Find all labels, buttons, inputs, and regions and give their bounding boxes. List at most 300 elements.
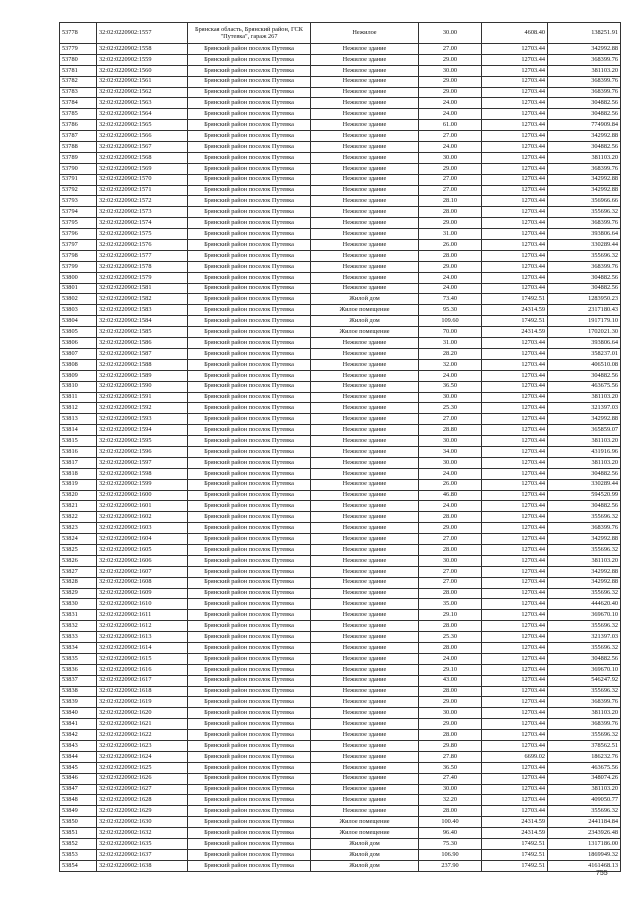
cadastral-value-cell: 304882.56 [548,142,621,153]
cadastral-number-cell: 32:02:0220902:1585 [97,327,188,338]
table-row [60,642,621,653]
area-cell: 29.00 [419,523,482,534]
object-type-cell: Нежилое здание [311,283,419,294]
area-cell: 100.40 [419,817,482,828]
table-row [60,566,621,577]
address-cell: Брянский район поселок Путевка [188,250,311,261]
cadastral-number-cell: 32:02:0220902:1587 [97,348,188,359]
area-cell: 29.00 [419,76,482,87]
table-row [60,218,621,229]
cadastral-value-cell: 355696.32 [548,686,621,697]
cadastral-number-cell: 32:02:0220902:1597 [97,457,188,468]
specific-value-cell: 12703.44 [482,359,548,370]
specific-value-cell: 12703.44 [482,283,548,294]
object-type-cell: Нежилое здание [311,65,419,76]
record-number-cell: 53791 [60,174,97,185]
object-type-cell: Нежилое здание [311,218,419,229]
area-cell: 29.00 [419,218,482,229]
record-number-cell: 53788 [60,142,97,153]
record-number-cell: 53832 [60,621,97,632]
cadastral-value-cell: 1283950.23 [548,294,621,305]
page-number: 755 [596,870,608,877]
table-row [60,457,621,468]
table-row [60,664,621,675]
record-number-cell: 53799 [60,261,97,272]
specific-value-cell: 12703.44 [482,436,548,447]
specific-value-cell: 12703.44 [482,523,548,534]
area-cell: 29.00 [419,261,482,272]
address-cell: Брянский район поселок Путевка [188,338,311,349]
cadastral-number-cell: 32:02:0220902:1608 [97,577,188,588]
address-cell: Брянский район поселок Путевка [188,76,311,87]
cadastral-value-cell: 368399.76 [548,719,621,730]
cadastral-value-cell: 381103.20 [548,555,621,566]
specific-value-cell: 12703.44 [482,490,548,501]
address-cell: Брянский район поселок Путевка [188,425,311,436]
specific-value-cell: 12703.44 [482,653,548,664]
object-type-cell: Нежилое здание [311,131,419,142]
specific-value-cell: 12703.44 [482,512,548,523]
record-number-cell: 53836 [60,664,97,675]
area-cell: 28.10 [419,196,482,207]
table-row [60,479,621,490]
object-type-cell: Нежилое здание [311,392,419,403]
object-type-cell: Нежилое здание [311,229,419,240]
table-row [60,795,621,806]
cadastral-number-cell: 32:02:0220902:1615 [97,653,188,664]
object-type-cell: Нежилое здание [311,632,419,643]
record-number-cell: 53792 [60,185,97,196]
address-cell: Брянский район поселок Путевка [188,512,311,523]
table-row [60,305,621,316]
specific-value-cell: 12703.44 [482,185,548,196]
specific-value-cell: 12703.44 [482,392,548,403]
cadastral-value-cell: 381103.20 [548,708,621,719]
address-cell: Брянский район поселок Путевка [188,403,311,414]
object-type-cell: Нежилое здание [311,675,419,686]
address-cell: Брянский район поселок Путевка [188,621,311,632]
object-type-cell: Нежилое здание [311,425,419,436]
cadastral-value-cell: 355696.32 [548,207,621,218]
object-type-cell: Нежилое здание [311,163,419,174]
object-type-cell: Нежилое здание [311,479,419,490]
cadastral-number-cell: 32:02:0220902:1626 [97,773,188,784]
area-cell: 24.00 [419,468,482,479]
specific-value-cell: 24314.59 [482,327,548,338]
cadastral-number-cell: 32:02:0220902:1563 [97,98,188,109]
record-number-cell: 53805 [60,327,97,338]
cadastral-value-cell: 368399.76 [548,76,621,87]
area-cell: 31.00 [419,338,482,349]
specific-value-cell: 17492.51 [482,849,548,860]
cadastral-number-cell: 32:02:0220902:1562 [97,87,188,98]
cadastral-value-cell: 368399.76 [548,54,621,65]
record-number-cell: 53818 [60,468,97,479]
area-cell: 30.00 [419,65,482,76]
cadastral-value-table [59,22,621,872]
cadastral-number-cell: 32:02:0220902:1565 [97,120,188,131]
address-cell: Брянский район поселок Путевка [188,839,311,850]
cadastral-value-cell: 355696.32 [548,730,621,741]
address-cell: Брянский район поселок Путевка [188,207,311,218]
table-row [60,839,621,850]
address-cell: Брянский район поселок Путевка [188,229,311,240]
specific-value-cell: 17492.51 [482,294,548,305]
address-cell: Брянский район поселок Путевка [188,577,311,588]
table-row [60,23,621,44]
record-number-cell: 53837 [60,675,97,686]
cadastral-number-cell: 32:02:0220902:1583 [97,305,188,316]
area-cell: 29.00 [419,54,482,65]
specific-value-cell: 12703.44 [482,207,548,218]
address-cell: Брянский район поселок Путевка [188,87,311,98]
cadastral-value-cell: 186232.76 [548,751,621,762]
object-type-cell: Нежилое здание [311,512,419,523]
area-cell: 106.90 [419,849,482,860]
address-cell: Брянский район поселок Путевка [188,719,311,730]
object-type-cell: Нежилое здание [311,272,419,283]
object-type-cell: Нежилое здание [311,490,419,501]
address-cell: Брянский район поселок Путевка [188,849,311,860]
record-number-cell: 53790 [60,163,97,174]
area-cell: 30.00 [419,436,482,447]
object-type-cell: Нежилое здание [311,708,419,719]
cadastral-value-cell: 381103.20 [548,784,621,795]
specific-value-cell: 12703.44 [482,98,548,109]
record-number-cell: 53802 [60,294,97,305]
cadastral-value-cell: 330289.44 [548,479,621,490]
area-cell: 30.00 [419,23,482,44]
object-type-cell: Нежилое здание [311,446,419,457]
record-number-cell: 53810 [60,381,97,392]
specific-value-cell: 12703.44 [482,544,548,555]
cadastral-value-cell: 321397.03 [548,403,621,414]
cadastral-number-cell: 32:02:0220902:1560 [97,65,188,76]
address-cell: Брянский район поселок Путевка [188,828,311,839]
record-number-cell: 53821 [60,501,97,512]
record-number-cell: 53830 [60,599,97,610]
address-cell: Брянский район поселок Путевка [188,501,311,512]
table-row [60,544,621,555]
table-row [60,414,621,425]
cadastral-number-cell: 32:02:0220902:1577 [97,250,188,261]
record-number-cell: 53780 [60,54,97,65]
table-row [60,250,621,261]
area-cell: 24.00 [419,272,482,283]
object-type-cell: Жилое помещение [311,817,419,828]
specific-value-cell: 12703.44 [482,370,548,381]
cadastral-value-cell: 355696.32 [548,544,621,555]
cadastral-value-cell: 369670.10 [548,664,621,675]
object-type-cell: Нежилое здание [311,109,419,120]
record-number-cell: 53835 [60,653,97,664]
table-row [60,120,621,131]
cadastral-number-cell: 32:02:0220902:1623 [97,741,188,752]
record-number-cell: 53814 [60,425,97,436]
table-row [60,338,621,349]
cadastral-value-cell: 355696.32 [548,806,621,817]
table-row [60,686,621,697]
area-cell: 36.50 [419,381,482,392]
table-row [60,359,621,370]
object-type-cell: Нежилое здание [311,381,419,392]
record-number-cell: 53822 [60,512,97,523]
cadastral-number-cell: 32:02:0220902:1561 [97,76,188,87]
cadastral-number-cell: 32:02:0220902:1589 [97,370,188,381]
specific-value-cell: 12703.44 [482,261,548,272]
table-row [60,849,621,860]
object-type-cell: Нежилое здание [311,240,419,251]
record-number-cell: 53813 [60,414,97,425]
table-row [60,207,621,218]
specific-value-cell: 12703.44 [482,773,548,784]
cadastral-number-cell: 32:02:0220902:1568 [97,152,188,163]
area-cell: 24.00 [419,142,482,153]
cadastral-number-cell: 32:02:0220902:1575 [97,229,188,240]
cadastral-value-cell: 1317186.00 [548,839,621,850]
table-row [60,751,621,762]
cadastral-value-cell: 463675.56 [548,381,621,392]
address-cell: Брянский район поселок Путевка [188,675,311,686]
specific-value-cell: 24314.59 [482,305,548,316]
object-type-cell: Нежилое здание [311,534,419,545]
object-type-cell: Жилое помещение [311,327,419,338]
object-type-cell: Нежилое здание [311,436,419,447]
record-number-cell: 53839 [60,697,97,708]
cadastral-number-cell: 32:02:0220902:1609 [97,588,188,599]
record-number-cell: 53848 [60,795,97,806]
object-type-cell: Жилой дом [311,294,419,305]
specific-value-cell: 12703.44 [482,131,548,142]
record-number-cell: 53801 [60,283,97,294]
cadastral-number-cell: 32:02:0220902:1607 [97,566,188,577]
cadastral-number-cell: 32:02:0220902:1632 [97,828,188,839]
table-row [60,762,621,773]
area-cell: 28.00 [419,686,482,697]
specific-value-cell: 12703.44 [482,414,548,425]
specific-value-cell: 12703.44 [482,457,548,468]
address-cell: Брянский район поселок Путевка [188,817,311,828]
cadastral-number-cell: 32:02:0220902:1612 [97,621,188,632]
address-cell: Брянский район поселок Путевка [188,152,311,163]
address-cell: Брянский район поселок Путевка [188,196,311,207]
address-cell: Брянский район поселок Путевка [188,142,311,153]
area-cell: 28.00 [419,588,482,599]
cadastral-number-cell: 32:02:0220902:1586 [97,338,188,349]
specific-value-cell: 12703.44 [482,229,548,240]
address-cell: Брянский район поселок Путевка [188,653,311,664]
record-number-cell: 53844 [60,751,97,762]
specific-value-cell: 17492.51 [482,839,548,850]
record-number-cell: 53834 [60,642,97,653]
cadastral-number-cell: 32:02:0220902:1558 [97,44,188,55]
cadastral-number-cell: 32:02:0220902:1624 [97,751,188,762]
record-number-cell: 53811 [60,392,97,403]
object-type-cell: Нежилое здание [311,348,419,359]
cadastral-value-cell: 444620.40 [548,599,621,610]
object-type-cell: Нежилое здание [311,98,419,109]
address-cell: Брянский район поселок Путевка [188,751,311,762]
cadastral-number-cell: 32:02:0220902:1627 [97,784,188,795]
area-cell: 29.00 [419,697,482,708]
object-type-cell: Нежилое здание [311,54,419,65]
table-row [60,381,621,392]
address-cell: Брянский район поселок Путевка [188,218,311,229]
table-row [60,44,621,55]
object-type-cell: Нежилое здание [311,599,419,610]
specific-value-cell: 6699.02 [482,751,548,762]
object-type-cell: Нежилое здание [311,621,419,632]
record-number-cell: 53831 [60,610,97,621]
object-type-cell: Нежилое здание [311,468,419,479]
record-number-cell: 53815 [60,436,97,447]
area-cell: 27.00 [419,414,482,425]
address-cell: Брянский район поселок Путевка [188,479,311,490]
table-row [60,240,621,251]
cadastral-number-cell: 32:02:0220902:1566 [97,131,188,142]
table-row [60,523,621,534]
record-number-cell: 53785 [60,109,97,120]
cadastral-value-cell: 342992.88 [548,577,621,588]
object-type-cell: Нежилое здание [311,207,419,218]
table-row [60,185,621,196]
cadastral-number-cell: 32:02:0220902:1591 [97,392,188,403]
address-cell: Брянский район поселок Путевка [188,806,311,817]
area-cell: 27.00 [419,534,482,545]
cadastral-value-cell: 774909.84 [548,120,621,131]
address-cell: Брянский район поселок Путевка [188,773,311,784]
cadastral-value-cell: 2441184.84 [548,817,621,828]
record-number-cell: 53816 [60,446,97,457]
record-number-cell: 53841 [60,719,97,730]
address-cell: Брянский район поселок Путевка [188,65,311,76]
address-cell: Брянский район поселок Путевка [188,381,311,392]
cadastral-value-cell: 4161468.13 [548,860,621,871]
object-type-cell: Нежилое здание [311,762,419,773]
record-number-cell: 53806 [60,338,97,349]
table-row [60,370,621,381]
specific-value-cell: 12703.44 [482,664,548,675]
specific-value-cell: 12703.44 [482,403,548,414]
specific-value-cell: 12703.44 [482,675,548,686]
record-number-cell: 53809 [60,370,97,381]
object-type-cell: Жилой дом [311,849,419,860]
cadastral-number-cell: 32:02:0220902:1569 [97,163,188,174]
cadastral-number-cell: 32:02:0220902:1576 [97,240,188,251]
cadastral-value-cell: 321397.03 [548,632,621,643]
record-number-cell: 53854 [60,860,97,871]
object-type-cell: Нежилое здание [311,152,419,163]
object-type-cell: Нежилое здание [311,653,419,664]
table-row [60,403,621,414]
specific-value-cell: 12703.44 [482,741,548,752]
cadastral-value-cell: 594520.99 [548,490,621,501]
record-number-cell: 53783 [60,87,97,98]
area-cell: 109.60 [419,316,482,327]
object-type-cell: Нежилое здание [311,544,419,555]
specific-value-cell: 17492.51 [482,316,548,327]
table-row [60,806,621,817]
address-cell: Брянский район поселок Путевка [188,741,311,752]
specific-value-cell: 12703.44 [482,642,548,653]
table-row [60,621,621,632]
table-row [60,229,621,240]
specific-value-cell: 12703.44 [482,142,548,153]
cadastral-number-cell: 32:02:0220902:1635 [97,839,188,850]
record-number-cell: 53797 [60,240,97,251]
cadastral-number-cell: 32:02:0220902:1601 [97,501,188,512]
table-body [60,23,621,872]
object-type-cell: Жилое помещение [311,828,419,839]
cadastral-number-cell: 32:02:0220902:1588 [97,359,188,370]
object-type-cell: Нежилое здание [311,76,419,87]
table-row [60,610,621,621]
area-cell: 26.00 [419,479,482,490]
address-cell: Брянский район поселок Путевка [188,686,311,697]
cadastral-value-cell: 1702021.30 [548,327,621,338]
cadastral-value-cell: 2343926.48 [548,828,621,839]
record-number-cell: 53840 [60,708,97,719]
cadastral-number-cell: 32:02:0220902:1613 [97,632,188,643]
table-row [60,773,621,784]
cadastral-value-cell: 304882.56 [548,283,621,294]
table-row [60,131,621,142]
address-cell: Брянский район поселок Путевка [188,359,311,370]
record-number-cell: 53804 [60,316,97,327]
cadastral-value-cell: 342992.88 [548,131,621,142]
specific-value-cell: 12703.44 [482,250,548,261]
area-cell: 27.40 [419,773,482,784]
record-number-cell: 53817 [60,457,97,468]
table-row [60,730,621,741]
cadastral-value-cell: 342992.88 [548,174,621,185]
address-cell: Брянский район поселок Путевка [188,762,311,773]
record-number-cell: 53826 [60,555,97,566]
address-cell: Брянский район поселок Путевка [188,544,311,555]
address-cell: Брянский район поселок Путевка [188,566,311,577]
cadastral-value-cell: 304882.56 [548,468,621,479]
record-number-cell: 53786 [60,120,97,131]
specific-value-cell: 12703.44 [482,163,548,174]
cadastral-value-cell: 138251.91 [548,23,621,44]
area-cell: 27.00 [419,185,482,196]
record-number-cell: 53795 [60,218,97,229]
area-cell: 28.00 [419,642,482,653]
object-type-cell: Нежилое здание [311,44,419,55]
table-row [60,697,621,708]
cadastral-value-cell: 368399.76 [548,697,621,708]
specific-value-cell: 12703.44 [482,566,548,577]
cadastral-value-cell: 409050.77 [548,795,621,806]
area-cell: 96.40 [419,828,482,839]
area-cell: 29.10 [419,664,482,675]
cadastral-number-cell: 32:02:0220902:1570 [97,174,188,185]
record-number-cell: 53803 [60,305,97,316]
specific-value-cell: 12703.44 [482,218,548,229]
specific-value-cell: 12703.44 [482,686,548,697]
record-number-cell: 53829 [60,588,97,599]
object-type-cell: Нежилое [311,23,419,44]
record-number-cell: 53778 [60,23,97,44]
table-row [60,392,621,403]
record-number-cell: 53808 [60,359,97,370]
cadastral-number-cell: 32:02:0220902:1598 [97,468,188,479]
area-cell: 30.00 [419,152,482,163]
address-cell: Брянская область, Брянский район, ГСК "Путевка", гараж 267 [188,23,311,44]
area-cell: 28.00 [419,207,482,218]
table-row [60,425,621,436]
object-type-cell: Нежилое здание [311,414,419,425]
